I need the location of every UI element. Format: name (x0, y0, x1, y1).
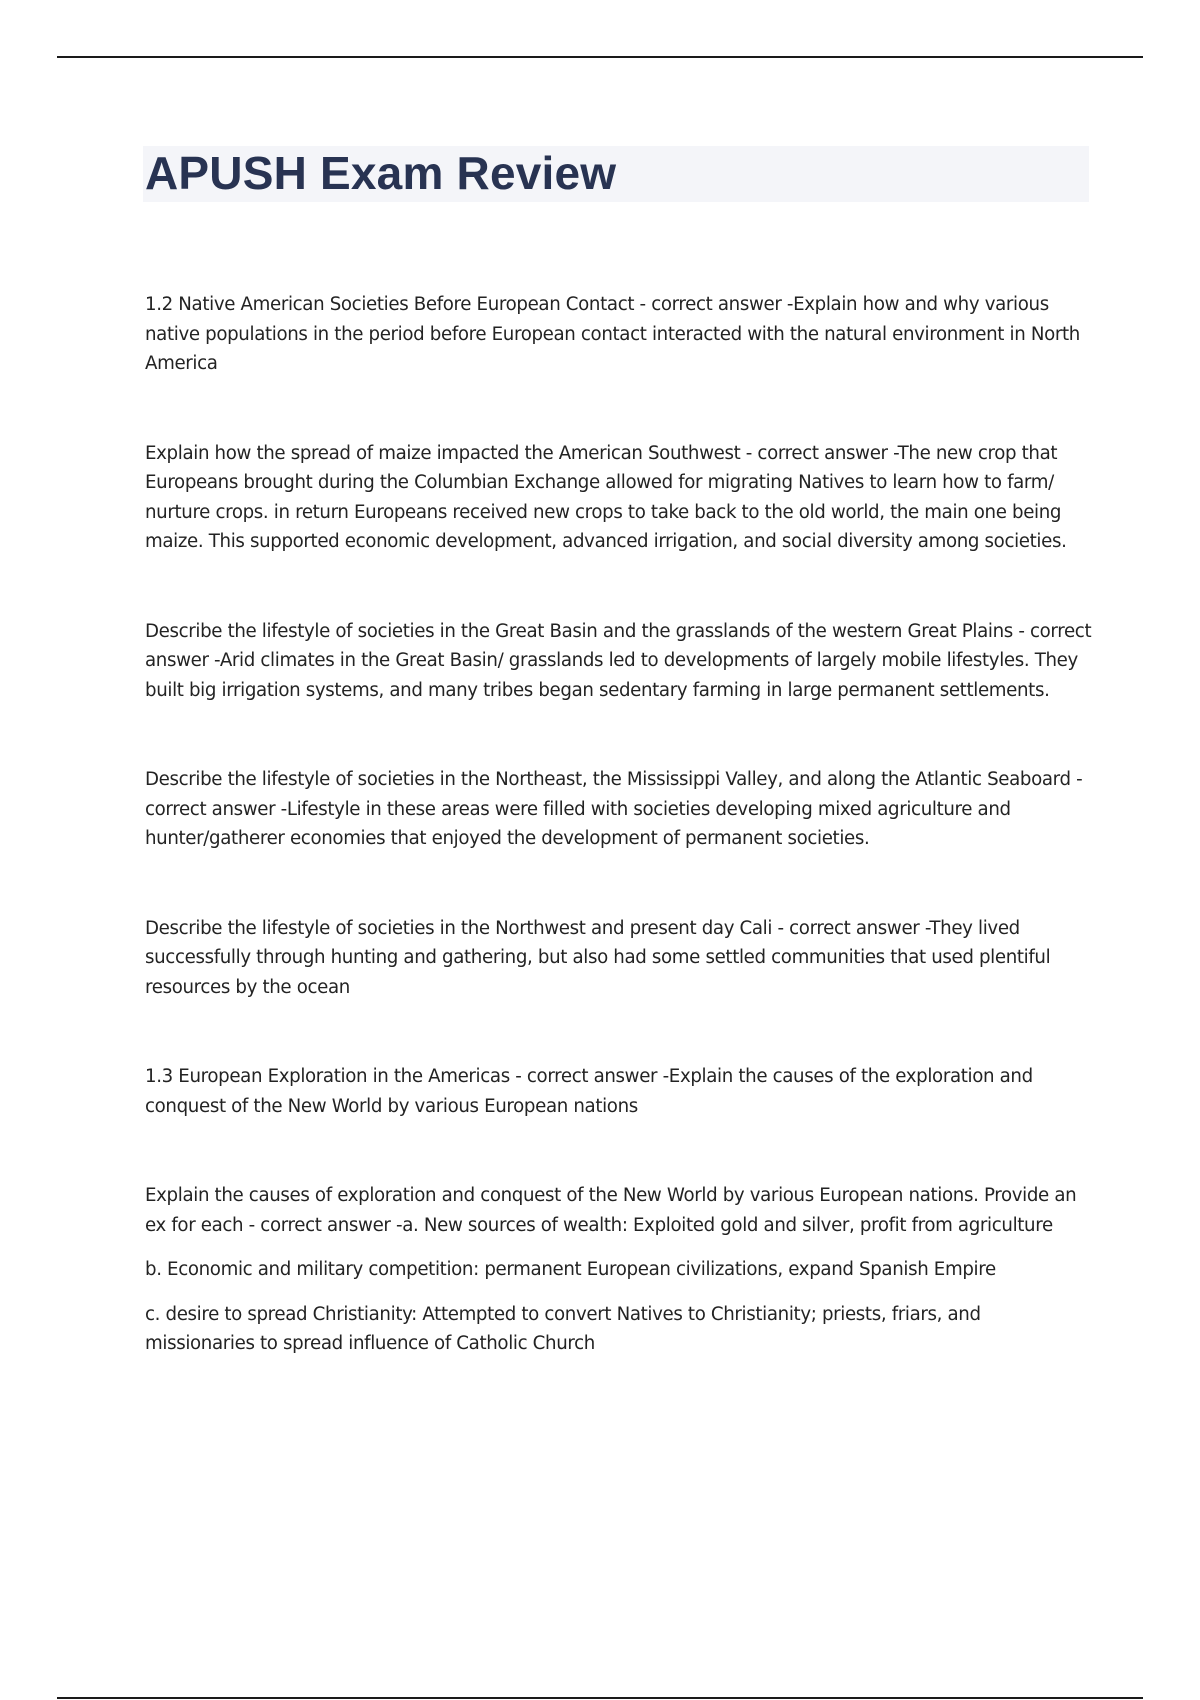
qa-entry-northwest: Describe the lifestyle of societies in the Northwest and present day Cali - correct answer -They lived successfully through hunting and gathering, but also had some settled communities that used plentiful resources by the ocean (145, 917, 1051, 998)
document-title: APUSH Exam Review (145, 147, 617, 199)
document-body (145, 290, 1095, 1359)
qa-entry-maize: Explain how the spread of maize impacted the American Southwest - correct answer -The new crop that Europeans brought during the Columbian Exchange allowed for migrating Natives to learn how to farm/ nurture crops. in return Europeans received new crops to take back to the old world, the main one being maize. This supported economic development, advanced irrigation, and social diversity among societies. (145, 442, 1067, 552)
qa-entry-competition: b. Economic and military competition: permanent European civilizations, expand Spanish Empire (145, 1259, 996, 1280)
qa-entry-northeast: Describe the lifestyle of societies in the Northeast, the Mississippi Valley, and along the Atlantic Seaboard - correct answer -Lifestyle in these areas were filled with societies developing mixed agriculture and hunter/gatherer economies that enjoyed the development of permanent societies. (145, 769, 1083, 849)
qa-entry-christianity: c. desire to spread Christianity: Attempted to convert Natives to Christianity; priests, friars, and missionaries to spread influence of Catholic Church (145, 1303, 981, 1354)
bottom-divider (57, 1697, 1143, 1699)
qa-entry-causes-exploration: Explain the causes of exploration and conquest of the New World by various European nations. Provide an ex for each - correct answer -a. New sources of wealth: Exploited gold and silver, profit from agriculture (145, 1185, 1077, 1236)
top-divider (57, 56, 1143, 58)
qa-entry-great-basin: Describe the lifestyle of societies in the Great Basin and the grasslands of the western Great Plains - correct answer -Arid climates in the Great Basin/ grasslands led to developments of largely mobile lifestyles. They built big irrigation systems, and many tribes began sedentary farming in large permanent settlements. (145, 620, 1092, 701)
qa-entry-european-exploration: 1.3 European Exploration in the Americas - correct answer -Explain the causes of the exploration and conquest of the New World by various European nations (145, 1066, 1033, 1117)
qa-entry-native-societies: 1.2 Native American Societies Before European Contact - correct answer -Explain how and why various native populations in the period before European contact interacted with the natural environment in North America (145, 294, 1080, 374)
